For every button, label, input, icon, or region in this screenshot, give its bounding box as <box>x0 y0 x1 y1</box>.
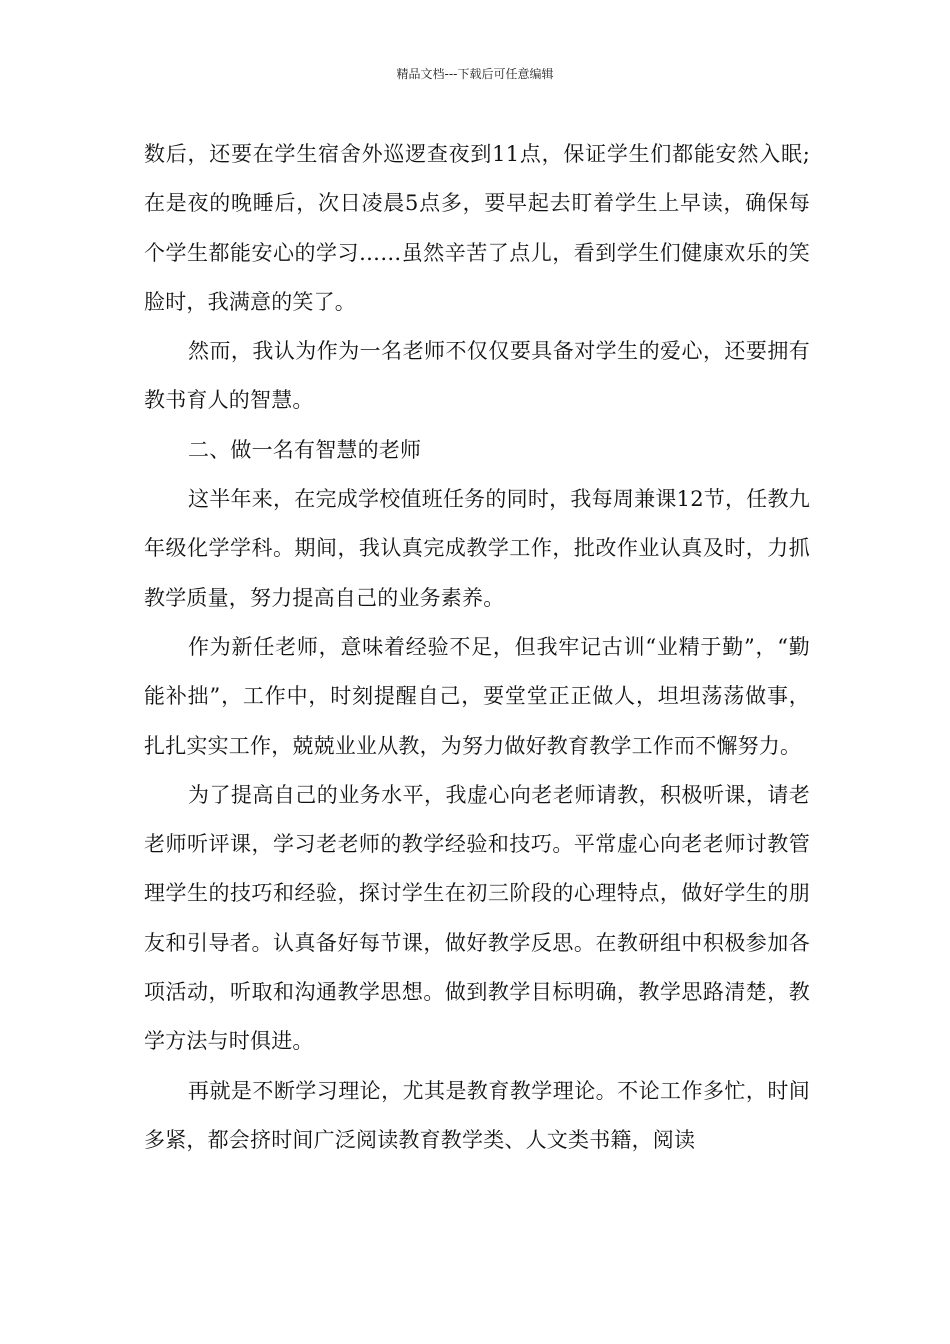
paragraph-continuation: 数后，还要在学生宿舍外巡逻查夜到11点，保证学生们都能安然入眠;在是夜的晚睡后，次日凌晨5点多，要早起去盯着学生上早读，确保每个学生都能安心的学习……虽然辛苦了点儿，看到学生们健康欢乐的笑脸时，我满意的笑了。 <box>144 142 810 314</box>
page-header: 精品文档---下载后可任意编辑 <box>396 67 554 81</box>
paragraph: 再就是不断学习理论，尤其是教育教学理论。不论工作多忙，时间多紧，都会挤时间广泛阅读教育教学类、人文类书籍，阅读 <box>144 1078 810 1152</box>
paragraph: 作为新任老师，意味着经验不足，但我牢记古训“业精于勤”，“勤能补拙”，工作中，时刻提醒自己，要堂堂正正做人，坦坦荡荡做事，扎扎实实工作，兢兢业业从教，为努力做好教育教学工作而不懈努力。 <box>144 634 810 758</box>
section-heading: 二、做一名有智慧的老师 <box>188 437 422 462</box>
document-body <box>144 130 810 1165</box>
paragraph: 为了提高自己的业务水平，我虚心向老老师请教，积极听课，请老老师听评课，学习老老师的教学经验和技巧。平常虚心向老老师讨教管理学生的技巧和经验，探讨学生在初三阶段的心理特点，做好学生的朋友和引导者。认真备好每节课，做好教学反思。在教研组中积极参加各项活动，听取和沟通教学思想。做到教学目标明确，教学思路清楚，教学方法与时俱进。 <box>144 782 810 1054</box>
paragraph: 然而，我认为作为一名老师不仅仅要具备对学生的爱心，还要拥有教书育人的智慧。 <box>144 339 810 413</box>
paragraph: 这半年来，在完成学校值班任务的同时，我每周兼课12节，任教九年级化学学科。期间，我认真完成教学工作，批改作业认真及时，力抓教学质量，努力提高自己的业务素养。 <box>144 487 810 610</box>
